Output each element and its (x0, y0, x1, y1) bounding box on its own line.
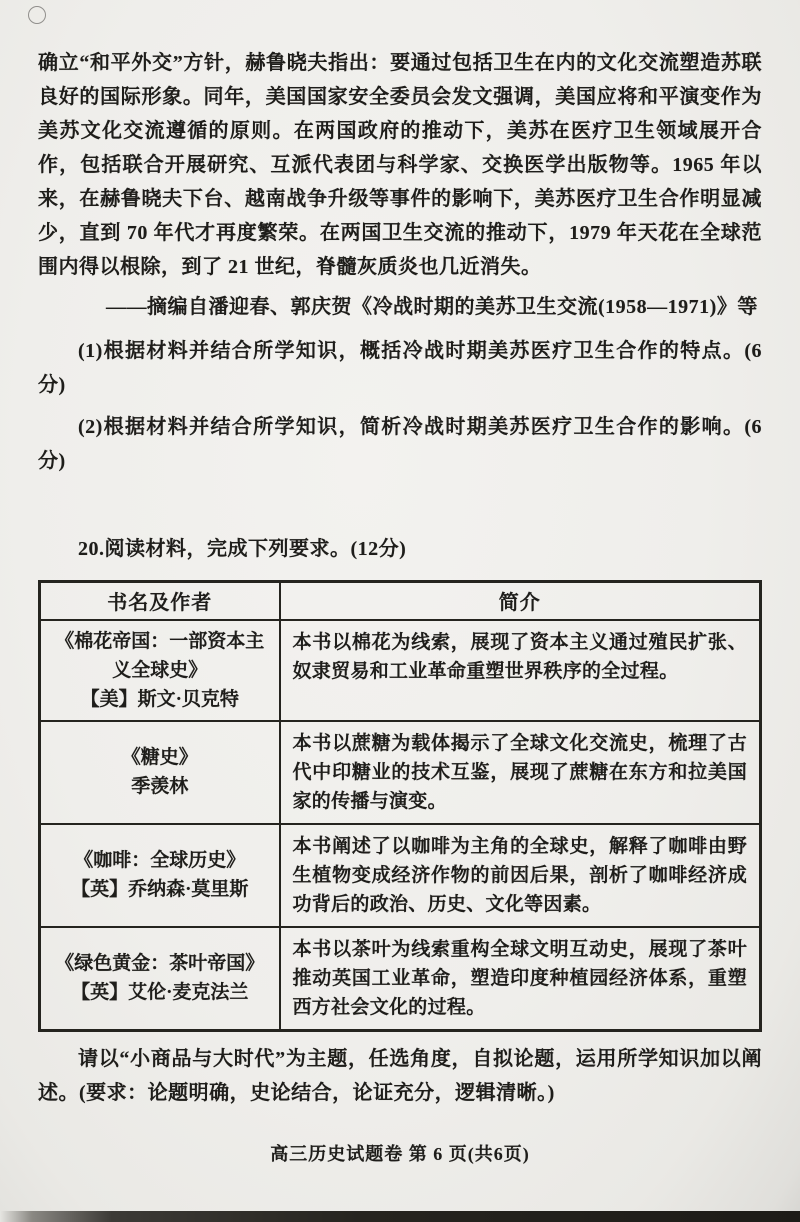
book-cell (40, 927, 280, 1031)
table-row (40, 721, 761, 824)
book-author: 季羡林 (131, 776, 189, 797)
question-2: (2)根据材料并结合所学知识，简析冷战时期美苏医疗卫生合作的影响。(6分) (38, 416, 762, 472)
book-cell (40, 824, 280, 927)
question-1: (1)根据材料并结合所学知识，概括冷战时期美苏医疗卫生合作的特点。(6分) (38, 340, 762, 396)
book-author: 【英】乔纳森·莫里斯 (71, 879, 249, 900)
book-title: 《糖史》 (121, 747, 198, 768)
book-author: 【英】艾伦·麦克法兰 (71, 982, 249, 1003)
table-row (40, 927, 761, 1031)
table-row (40, 620, 761, 721)
material-paragraph: 确立“和平外交”方针，赫鲁晓夫指出：要通过包括卫生在内的文化交流塑造苏联良好的国际形象。同年，美国国家安全委员会发文强调，美国应将和平演变作为美苏文化交流遵循的原则。在两国政府的推动下，美苏在医疗卫生领域展开合作，包括联合开展研究、互派代表团与科学家、交换医学出版物等。1965 年以来，在赫鲁晓夫下台、越南战争升级等事件的影响下，美苏医疗卫生合作明显减少，直到 70 年代才再度繁荣。在两国卫生交流的推动下，1979 年天花在全球范围内得以根除，到了 21 世纪，脊髓灰质炎也几近消失。 (38, 52, 762, 278)
book-intro: 本书以棉花为线索，展现了资本主义通过殖民扩张、奴隶贸易和工业革命重塑世界秩序的全过程。 (280, 620, 761, 721)
book-intro: 本书以蔗糖为载体揭示了全球文化交流史，梳理了古代中印糖业的技术互鉴，展现了蔗糖在东方和拉美国家的传播与演变。 (280, 721, 761, 824)
book-title: 《咖啡：全球历史》 (74, 850, 246, 871)
book-cell (40, 620, 280, 721)
scan-artifact-mark (28, 6, 46, 24)
question-20-title: 20.阅读材料，完成下列要求。(12分) (78, 538, 407, 560)
table-row (40, 824, 761, 927)
table-header-intro: 简介 (280, 582, 761, 620)
book-intro: 本书阐述了以咖啡为主角的全球史，解释了咖啡由野生植物变成经济作物的前因后果，剖析了咖啡经济成功背后的政治、历史、文化等因素。 (280, 824, 761, 927)
material-source-line: ——摘编自潘迎春、郭庆贺《冷战时期的美苏卫生交流(1958—1971)》等 (106, 296, 758, 318)
table-header-row (40, 582, 761, 620)
book-title: 《绿色黄金：茶叶帝国》 (55, 953, 265, 974)
book-intro: 本书以茶叶为线索重构全球文明互动史，展现了茶叶推动英国工业革命，塑造印度种植园经济体系，重塑西方社会文化的过程。 (280, 927, 761, 1031)
book-cell (40, 721, 280, 824)
books-table (38, 580, 762, 1032)
book-author: 【美】斯文·贝克特 (80, 688, 239, 710)
essay-task-paragraph: 请以“小商品与大时代”为主题，任选角度，自拟论题，运用所学知识加以阐述。(要求：论题明确，史论结合，论证充分，逻辑清晰。) (38, 1047, 762, 1104)
scan-bottom-edge (0, 1211, 800, 1222)
page-footer: 高三历史试题卷 第 6 页(共6页) (270, 1144, 530, 1164)
table-header-book-author: 书名及作者 (40, 582, 280, 620)
book-title: 《棉花帝国：一部资本主义全球史》 (55, 630, 265, 681)
